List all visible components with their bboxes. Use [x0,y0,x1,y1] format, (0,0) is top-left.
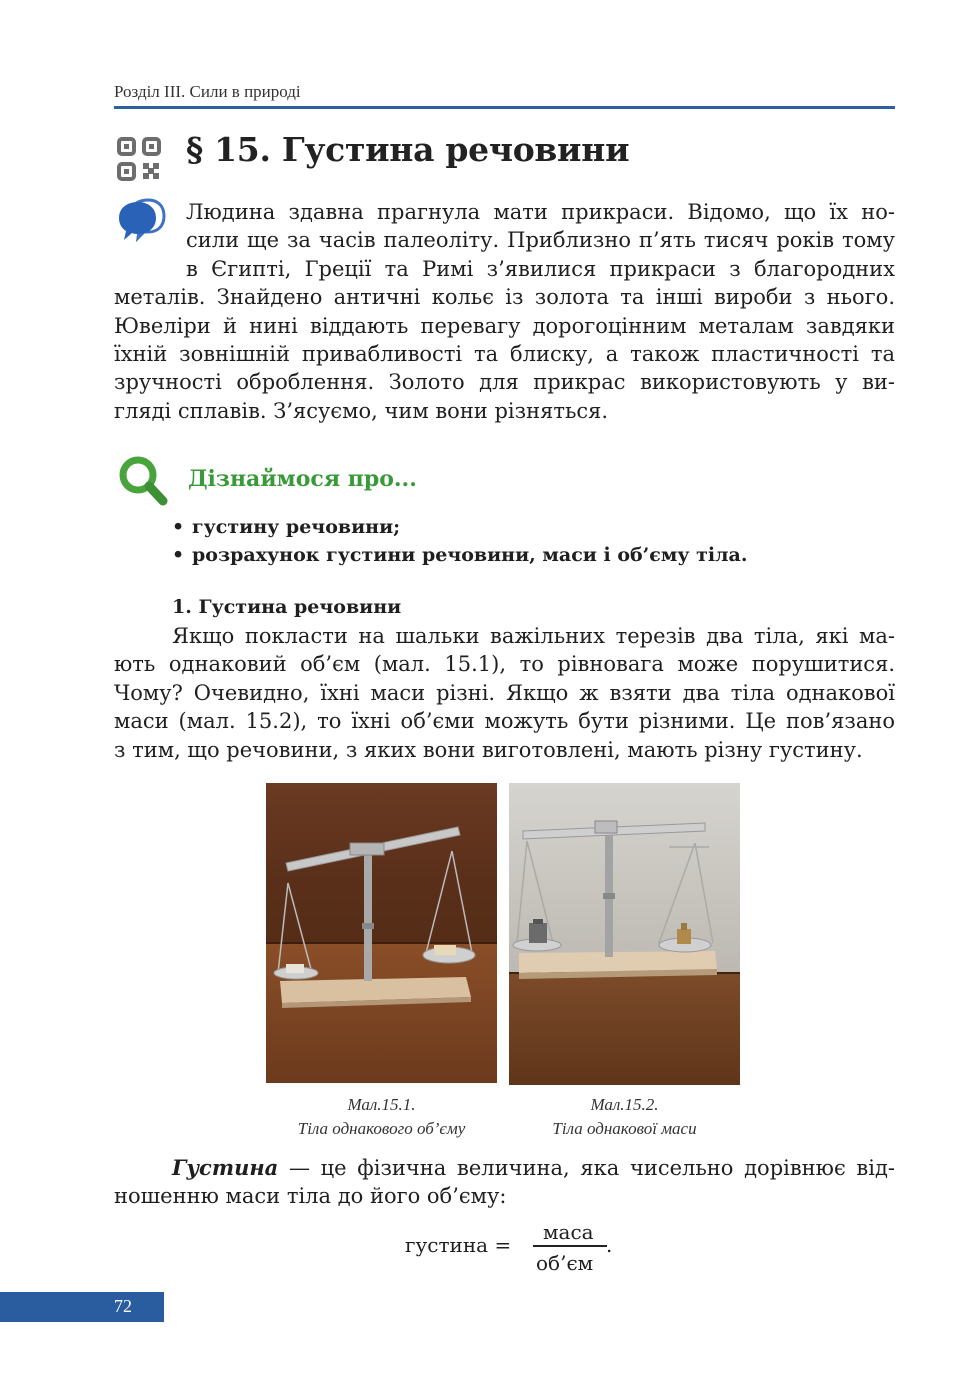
figure-photo-equal-mass [509,783,740,1085]
formula-period: . [606,1233,613,1257]
bullet: • [172,516,185,538]
header-rule [114,106,895,109]
bullet: • [172,544,185,566]
intro-line: Ювеліри й нині віддають перевагу дорогоцінним металам завдяки [114,313,895,338]
learn-list [172,513,747,569]
fraction-bar [533,1245,607,1247]
page-number: 72 [114,1296,132,1316]
intro-line: зручності оброблення. Золото для прикрас використовують у ви- [114,370,895,395]
intro-line: сили ще за часів палеоліту. Приблизно п’ять тисяч років тому [186,228,895,253]
running-header: Розділ III. Сили в природі [114,82,301,101]
list-item-text: розрахунок густини речовини, маси і об’єму тіла. [192,544,748,566]
section-heading: 1. Густина речовини [172,596,402,618]
page-number-box [0,1292,164,1322]
paragraph-line: Якщо покласти на шальки важільних терезів два тіла, які ма- [172,624,895,648]
figure-caption-2 [509,1093,740,1141]
definition-line: ношенню маси тіла до його об’єму: [114,1184,507,1209]
formula-numerator: маса [543,1220,594,1244]
list-item [172,513,747,541]
intro-line: в Єгипті, Греції та Римі з’явилися прикраси з благородних [186,256,895,281]
page-title: § 15. Густина речовини [186,130,630,169]
figure-caption-text: Тіла однакової маси [552,1119,697,1138]
figure-caption-1 [266,1093,497,1141]
section-paragraph [114,622,895,764]
paragraph-line: ють однаковий об’єм (мал. 15.1), то рівновага може порушитися. [114,652,895,677]
definition-line [114,1154,895,1182]
definition-text: — це фізична величина, яка чисельно дорівнює від- [278,1156,895,1180]
paragraph-line: з тим, що речовини, з яких вони виготовлені, мають різну густину. [114,737,863,762]
paragraph-line: маси (мал. 15.2), то їхні об’єми можуть бути різними. Це пов’язано [114,709,895,734]
intro-line: їхній зовнішній привабливості та блиску, а також пластичності та [114,342,895,367]
figure-caption-text: Тіла однакового об’єму [297,1119,466,1138]
intro-line: металів. Знайдено античні кольє із золота та інші вироби з нього. [114,285,895,310]
qr-code-icon [116,136,162,182]
figure-label: Мал.15.1. [347,1095,416,1114]
learn-heading: Дізнаймося про... [188,466,417,492]
density-definition [114,1154,895,1211]
intro-paragraph [114,198,895,425]
formula-lhs: густина = [405,1233,512,1257]
defined-term: Густина [172,1155,279,1180]
list-item [172,541,747,569]
magnifier-icon [116,455,170,507]
figure-label: Мал.15.2. [590,1095,659,1114]
formula-denominator: об’єм [536,1251,594,1275]
intro-line: Людина здавна прагнула мати прикраси. Відомо, що їх но- [186,200,895,224]
intro-line: гляді сплавів. З’ясуємо, чим вони різняться. [114,398,609,423]
list-item-text: густину речовини; [192,516,401,538]
paragraph-line: Чому? Очевидно, їхні маси різні. Якщо ж взяти два тіла однакової [114,680,895,705]
figure-photo-equal-volume [266,783,497,1083]
